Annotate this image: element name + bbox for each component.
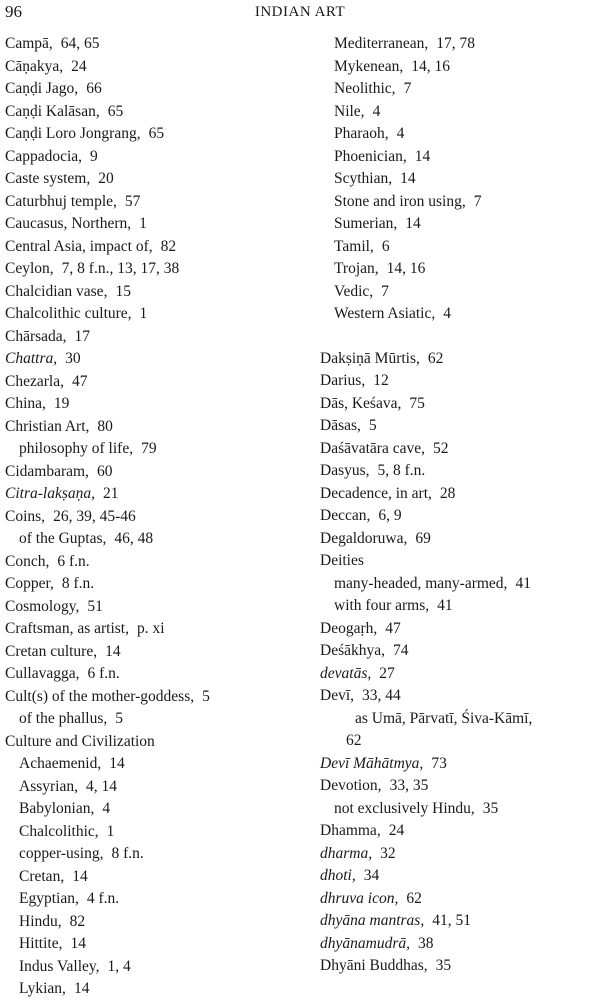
index-page-refs: 24 [388, 822, 405, 839]
index-term: Egyptian, [19, 890, 79, 907]
index-page-refs: 1 [139, 305, 148, 322]
index-term: Pharaoh, [334, 125, 389, 142]
index-term: Devī Māhātmya, [320, 754, 424, 772]
index-entry [5, 798, 305, 821]
index-entry [5, 438, 305, 461]
index-term: Dakṣiṇā Mūrtis, [320, 349, 420, 367]
index-term: Dhyāni Buddhas, [320, 957, 428, 974]
index-term: Sumerian, [334, 215, 398, 232]
index-page-refs: 47 [71, 372, 88, 390]
index-term: Western Asiatic, [334, 305, 436, 322]
index-term: dhruva icon, [320, 889, 399, 907]
index-page-refs: 46, 48 [114, 530, 154, 547]
index-entry [5, 663, 305, 686]
index-term: Dāsas, [320, 417, 361, 434]
index-term: Chalcolithic culture, [5, 305, 132, 322]
index-term: Daśāvatāra cave, [320, 439, 425, 457]
index-term: Nile, [334, 102, 365, 120]
index-entry [5, 33, 305, 56]
index-entry [320, 393, 595, 416]
index-entry [320, 798, 595, 821]
index-page-refs: 47 [385, 619, 401, 637]
index-term: of the phallus, [19, 710, 108, 727]
index-entry [320, 843, 595, 866]
index-page-refs: 12 [373, 372, 389, 389]
index-entry [5, 686, 305, 709]
index-page-refs: 5 [115, 710, 123, 727]
index-entry [5, 483, 305, 506]
index-term: Trojan, [334, 260, 379, 277]
index-entry [5, 821, 305, 844]
index-term: Christian Art, [5, 417, 90, 435]
index-entry [320, 550, 595, 573]
index-entry [320, 573, 595, 596]
index-page-refs: 5 [202, 687, 210, 705]
index-page-refs: 38 [417, 934, 434, 952]
index-term: Stone and iron using, [334, 192, 466, 210]
index-page-refs: 14 [414, 147, 431, 165]
index-page-refs: 4, 14 [85, 777, 117, 795]
index-term: Caturbhuj temple, [5, 192, 117, 210]
index-entry [5, 978, 305, 1001]
index-page-refs: 33, 44 [362, 687, 401, 704]
index-page-refs: 6 f.n. [57, 552, 90, 570]
index-term: with four arms, [334, 597, 430, 614]
index-entry [5, 573, 305, 596]
index-page-refs: 65 [107, 102, 124, 120]
index-term: Culture and Civilization [5, 732, 155, 750]
index-entry [5, 866, 305, 889]
index-entry [5, 528, 305, 551]
index-entry [320, 933, 595, 956]
index-entry [5, 146, 305, 169]
index-entry [320, 618, 595, 641]
index-term: Tamil, [334, 237, 374, 255]
index-term: Decadence, in art, [320, 484, 432, 502]
index-entry [5, 281, 305, 304]
index-page-refs: 57 [124, 192, 141, 210]
index-page-refs: 6 [381, 237, 390, 255]
index-page-refs: p. xi [136, 620, 165, 637]
index-page-refs: 6, 9 [378, 507, 402, 524]
index-term: Deśākhya, [320, 642, 385, 659]
index-page-refs: 28 [439, 484, 456, 502]
index-entry [5, 56, 305, 79]
index-page-refs: 21 [103, 485, 119, 502]
index-entry [5, 416, 305, 439]
index-page-refs: 52 [432, 439, 449, 457]
index-page-refs: 17, 78 [436, 35, 475, 52]
index-page-refs: 41 [515, 574, 531, 592]
index-entry [320, 865, 595, 888]
index-term: Coins, [5, 507, 46, 525]
index-entry [5, 191, 305, 214]
index-term: Indus Valley, [19, 957, 100, 975]
index-term: Mykenean, [334, 57, 404, 75]
index-entry [5, 888, 305, 911]
index-term: Scythian, [334, 170, 393, 187]
index-page-refs: 24 [71, 57, 87, 75]
index-entry [5, 596, 305, 619]
index-page-refs: 4 [102, 800, 111, 817]
index-entry [5, 123, 305, 146]
index-entry [320, 123, 595, 146]
index-entry [5, 236, 305, 259]
index-page-refs: 82 [69, 912, 86, 930]
index-page-refs: 35 [435, 957, 452, 974]
index-page-refs: 33, 35 [389, 777, 429, 794]
index-entry [5, 303, 305, 326]
index-term: Cappadocia, [5, 147, 83, 165]
index-term: Conch, [5, 552, 50, 570]
index-term: Craftsman, as artist, [5, 620, 129, 637]
index-page-refs: 62 [427, 349, 444, 367]
index-entry [5, 641, 305, 664]
index-page-refs: 69 [415, 529, 431, 547]
index-page-refs: 30 [65, 350, 81, 367]
index-page-refs: 64, 65 [60, 35, 100, 52]
index-term: Lykian, [19, 980, 66, 997]
index-entry [320, 56, 595, 79]
running-head: INDIAN ART [254, 4, 346, 20]
index-page-refs: 79 [141, 440, 157, 457]
index-term: Assyrian, [19, 777, 78, 795]
index-term: not exclusively Hindu, [334, 799, 475, 817]
index-page-refs: 19 [53, 395, 70, 412]
index-entry [5, 911, 305, 934]
index-page-refs: 65 [148, 125, 165, 142]
index-page-refs: 34 [363, 867, 380, 884]
index-page-refs: 14 [400, 170, 416, 187]
index-page-refs: 14, 16 [411, 57, 451, 75]
index-term: dhoti, [320, 867, 356, 884]
index-entry [320, 505, 595, 528]
index-page-refs: 35 [482, 799, 499, 817]
index-page-refs: 14 [105, 642, 121, 660]
index-entry [320, 191, 595, 214]
index-term: Chalcolithic, [19, 822, 99, 840]
index-page-refs: 7 [473, 192, 482, 210]
index-term: Babylonian, [19, 800, 95, 817]
index-entry [320, 820, 595, 843]
index-term: devatās, [320, 664, 372, 682]
index-term: dhyāna mantras, [320, 912, 425, 929]
index-term: Deities [320, 552, 364, 569]
index-entry [5, 618, 305, 641]
index-term: China, [5, 395, 46, 412]
index-term: Chārsada, [5, 327, 67, 345]
index-term: of the Guptas, [19, 530, 107, 547]
index-entry [320, 595, 595, 618]
index-entry [320, 753, 595, 776]
index-entry [5, 78, 305, 101]
index-term: Deogaṛh, [320, 619, 378, 637]
index-page-refs: 1 [139, 215, 147, 232]
index-entry [320, 438, 595, 461]
index-term: dharma, [320, 844, 373, 862]
index-term: Campā, [5, 35, 53, 52]
index-entry [5, 326, 305, 349]
index-page-refs: 6 f.n. [87, 665, 120, 682]
index-entry [5, 371, 305, 394]
index-term: Dasyus, [320, 462, 370, 479]
index-entry [5, 551, 305, 574]
index-entry [320, 708, 595, 731]
index-entry [320, 460, 595, 483]
index-entry [320, 685, 595, 708]
index-page-refs: 60 [96, 462, 113, 480]
index-term: Devī, [320, 687, 355, 704]
index-entry [5, 506, 305, 529]
index-entry [5, 753, 305, 776]
index-term: Phoenician, [334, 147, 407, 165]
index-entry [5, 708, 305, 731]
index-term: Chattra, [5, 350, 58, 367]
index-page-refs: 5 [368, 417, 377, 434]
index-entry [320, 33, 595, 56]
index-entry [320, 236, 595, 259]
page-header [5, 2, 595, 26]
index-page-refs: 9 [90, 147, 98, 165]
index-column-left [5, 33, 305, 1001]
index-entry [5, 956, 305, 979]
index-page-refs: 32 [380, 844, 396, 862]
index-entry [320, 168, 595, 191]
index-term: Neolithic, [334, 80, 396, 97]
index-term: Chezarla, [5, 372, 64, 390]
index-page-refs: 73 [431, 754, 447, 772]
index-term: Cāṇakya, [5, 57, 64, 75]
index-page-refs: 1 [106, 822, 115, 840]
index-page-refs: 17 [74, 327, 91, 345]
index-term: Caṇḍi Jago, [5, 80, 79, 97]
index-page-refs: 7 [381, 282, 389, 300]
index-term: Copper, [5, 575, 54, 592]
index-page-refs: 7 [403, 80, 412, 97]
index-page-refs: 14 [109, 755, 125, 772]
index-page-refs: 80 [97, 417, 113, 435]
index-entry [5, 933, 305, 956]
index-page-refs: 4 f.n. [86, 890, 120, 907]
index-term: Caṇḍi Loro Jongrang, [5, 125, 141, 142]
index-entry [320, 370, 595, 393]
index-page-refs: 41, 51 [432, 912, 471, 929]
index-entry [5, 776, 305, 799]
index-entry [320, 663, 595, 686]
index-term: 62 [346, 732, 362, 749]
index-entry [320, 303, 595, 326]
index-term: Citra-lakṣaṇa, [5, 485, 95, 502]
index-page-refs: 14 [73, 980, 90, 997]
index-term: Caṇḍi Kalāsan, [5, 102, 100, 120]
index-page-refs: 4 [372, 102, 381, 120]
index-term: Achaemenid, [19, 755, 102, 772]
index-term: Dhamma, [320, 822, 381, 839]
index-page-refs: 75 [409, 394, 425, 412]
index-entry [5, 258, 305, 281]
index-term: Chalcidian vase, [5, 282, 108, 300]
index-page-refs: 14 [405, 215, 421, 232]
index-term: Hittite, [19, 935, 63, 952]
index-page-refs: 27 [379, 664, 395, 682]
index-entry [5, 348, 305, 371]
index-column-right [320, 33, 595, 978]
index-entry [320, 146, 595, 169]
index-term: Cult(s) of the mother-goddess, [5, 687, 195, 705]
index-term: Darius, [320, 372, 366, 389]
index-entry [320, 281, 595, 304]
index-entry [5, 843, 305, 866]
index-page-refs: 14 [72, 867, 88, 885]
index-page-refs: 8 f.n. [111, 845, 144, 862]
index-page-refs: 4 [396, 125, 405, 142]
index-entry [320, 955, 595, 978]
index-page-refs: 4 [443, 305, 451, 322]
index-page-refs: 51 [87, 597, 103, 615]
index-entry [320, 775, 595, 798]
index-entry [5, 461, 305, 484]
index-page-refs: 1, 4 [107, 957, 131, 975]
index-term: Deccan, [320, 507, 371, 524]
index-term: philosophy of life, [19, 440, 134, 457]
index-page-refs: 14, 16 [386, 260, 426, 277]
index-term: Ceylon, [5, 260, 54, 277]
index-entry [320, 348, 595, 371]
index-term: Dās, Keśava, [320, 394, 402, 412]
index-page-refs: 14 [70, 935, 86, 952]
index-entry [320, 78, 595, 101]
index-term: Cullavagga, [5, 665, 80, 682]
index-term: Caucasus, Northern, [5, 215, 132, 232]
index-page-refs: 74 [393, 642, 409, 659]
index-page-refs: 82 [160, 237, 177, 255]
index-entry [320, 528, 595, 551]
index-term: Vedic, [334, 282, 374, 300]
index-page-refs: 7, 8 f.n., 13, 17, 38 [61, 260, 180, 277]
index-entry [5, 101, 305, 124]
index-entry [5, 168, 305, 191]
index-entry [320, 888, 595, 911]
index-entry [320, 483, 595, 506]
index-entry [320, 101, 595, 124]
index-term: Cretan, [19, 867, 65, 885]
index-term: Mediterranean, [334, 35, 429, 52]
index-term: Hindu, [19, 912, 62, 930]
index-page-refs: 15 [115, 282, 131, 300]
index-page-refs: 5, 8 f.n. [377, 462, 426, 479]
index-term: Caste system, [5, 170, 91, 187]
index-entry [5, 213, 305, 236]
index-entry [5, 731, 305, 754]
index-term: Degaldoruwa, [320, 529, 408, 547]
index-page-refs: 66 [86, 80, 102, 97]
page-number: 96 [5, 2, 22, 21]
index-entry [5, 393, 305, 416]
index-term: Cosmology, [5, 597, 80, 615]
index-page-refs: 20 [98, 170, 114, 187]
index-term: as Umā, Pārvatī, Śiva-Kāmī, [355, 709, 533, 727]
index-term: Central Asia, impact of, [5, 237, 153, 255]
index-entry [320, 910, 595, 933]
index-term: Cretan culture, [5, 642, 98, 660]
index-page-refs: 8 f.n. [61, 575, 95, 592]
index-entry [320, 415, 595, 438]
index-page-refs: 26, 39, 45-46 [53, 507, 136, 525]
index-page-refs: 41 [437, 597, 453, 614]
index-term: copper-using, [19, 845, 104, 862]
index-entry [320, 730, 595, 753]
index-entry [320, 640, 595, 663]
index-term: many-headed, many-armed, [334, 574, 508, 592]
index-page-refs: 62 [406, 889, 422, 907]
index-term: Cidambaram, [5, 462, 89, 480]
index-entry [320, 258, 595, 281]
index-term: dhyānamudrā, [320, 934, 410, 952]
index-entry [320, 213, 595, 236]
index-term: Devotion, [320, 777, 382, 794]
